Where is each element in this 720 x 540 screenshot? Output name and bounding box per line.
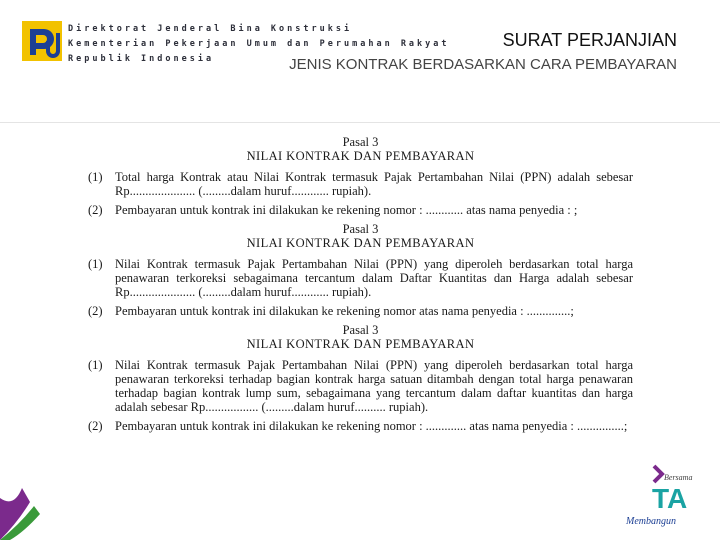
pasal-section-2	[88, 223, 633, 318]
org-line-1: Direktorat Jenderal Bina Konstruksi	[68, 24, 353, 34]
clause-item	[88, 203, 633, 217]
pasal-title: NILAI KONTRAK DAN PEMBAYARAN	[246, 149, 475, 163]
footer-logo-bottom-text: Membangun	[626, 516, 676, 527]
slide-subtitle: JENIS KONTRAK BERDASARKAN CARA PEMBAYARAN	[289, 56, 677, 73]
clause-item	[88, 170, 633, 198]
clause-item	[88, 304, 633, 318]
clause-number: (2)	[88, 304, 103, 318]
clause-item	[88, 257, 633, 299]
clause-text: Nilai Kontrak termasuk Pajak Pertambahan Nilai (PPN) yang diperoleh berdasarkan total harga penawaran terkoreksi terhadap bagian kontrak harga satuan ditambah dengan total harga penawaran terhadap bagian kontrak lump sum, sebagaimana yang tercantum dalam daftar kuantitas dan harga adalah sebesar Rp................. (.........dalam huruf.......... rupiah).	[115, 358, 633, 414]
clause-number: (1)	[88, 358, 103, 372]
clause-text: Pembayaran untuk kontrak ini dilakukan ke rekening nomor atas nama penyedia : ..............;	[115, 304, 574, 318]
clause-item	[88, 419, 633, 433]
org-line-2: Kementerian Pekerjaan Umum dan Perumahan Rakyat	[68, 39, 450, 49]
pasal-number: Pasal 3	[342, 323, 379, 337]
clause-text: Total harga Kontrak atau Nilai Kontrak termasuk Pajak Pertambahan Nilai (PPN) adalah sebesar Rp..................... (.........dalam huruf............ rupiah).	[115, 170, 633, 198]
pasal-title: NILAI KONTRAK DAN PEMBAYARAN	[246, 236, 475, 250]
corner-ribbon-icon	[0, 478, 40, 540]
clause-number: (1)	[88, 257, 103, 271]
footer-logo-main-text: TA	[652, 483, 688, 514]
pasal-number: Pasal 3	[342, 135, 379, 149]
pasal-section-3	[88, 324, 633, 433]
pasal-title: NILAI KONTRAK DAN PEMBAYARAN	[246, 337, 475, 351]
slide-title: SURAT PERJANJIAN	[502, 30, 677, 50]
pasal-number: Pasal 3	[342, 222, 379, 236]
bersama-membangun-logo-icon	[622, 458, 720, 540]
clause-text: Pembayaran untuk kontrak ini dilakukan ke rekening nomor : ............. atas nama penyedia : ...............;	[115, 419, 628, 433]
org-line-3: Republik Indonesia	[68, 54, 215, 64]
clause-text: Pembayaran untuk kontrak ini dilakukan ke rekening nomor : ............ atas nama penyedia : ;	[115, 203, 578, 217]
clause-item	[88, 358, 633, 414]
pu-logo-icon	[22, 21, 62, 61]
pasal-section-1	[88, 136, 633, 217]
slide-header	[0, 0, 720, 123]
clause-number: (2)	[88, 419, 103, 433]
contract-document	[88, 136, 633, 439]
footer-logo-top-text: Bersama	[664, 473, 693, 482]
clause-text: Nilai Kontrak termasuk Pajak Pertambahan Nilai (PPN) yang diperoleh berdasarkan total harga penawaran terkoreksi sebagaimana tercantum dalam Daftar Kuantitas dan Harga adalah sebesar Rp..................... (.........dalam huruf............ rupiah).	[115, 257, 633, 299]
clause-number: (1)	[88, 170, 103, 184]
clause-number: (2)	[88, 203, 103, 217]
